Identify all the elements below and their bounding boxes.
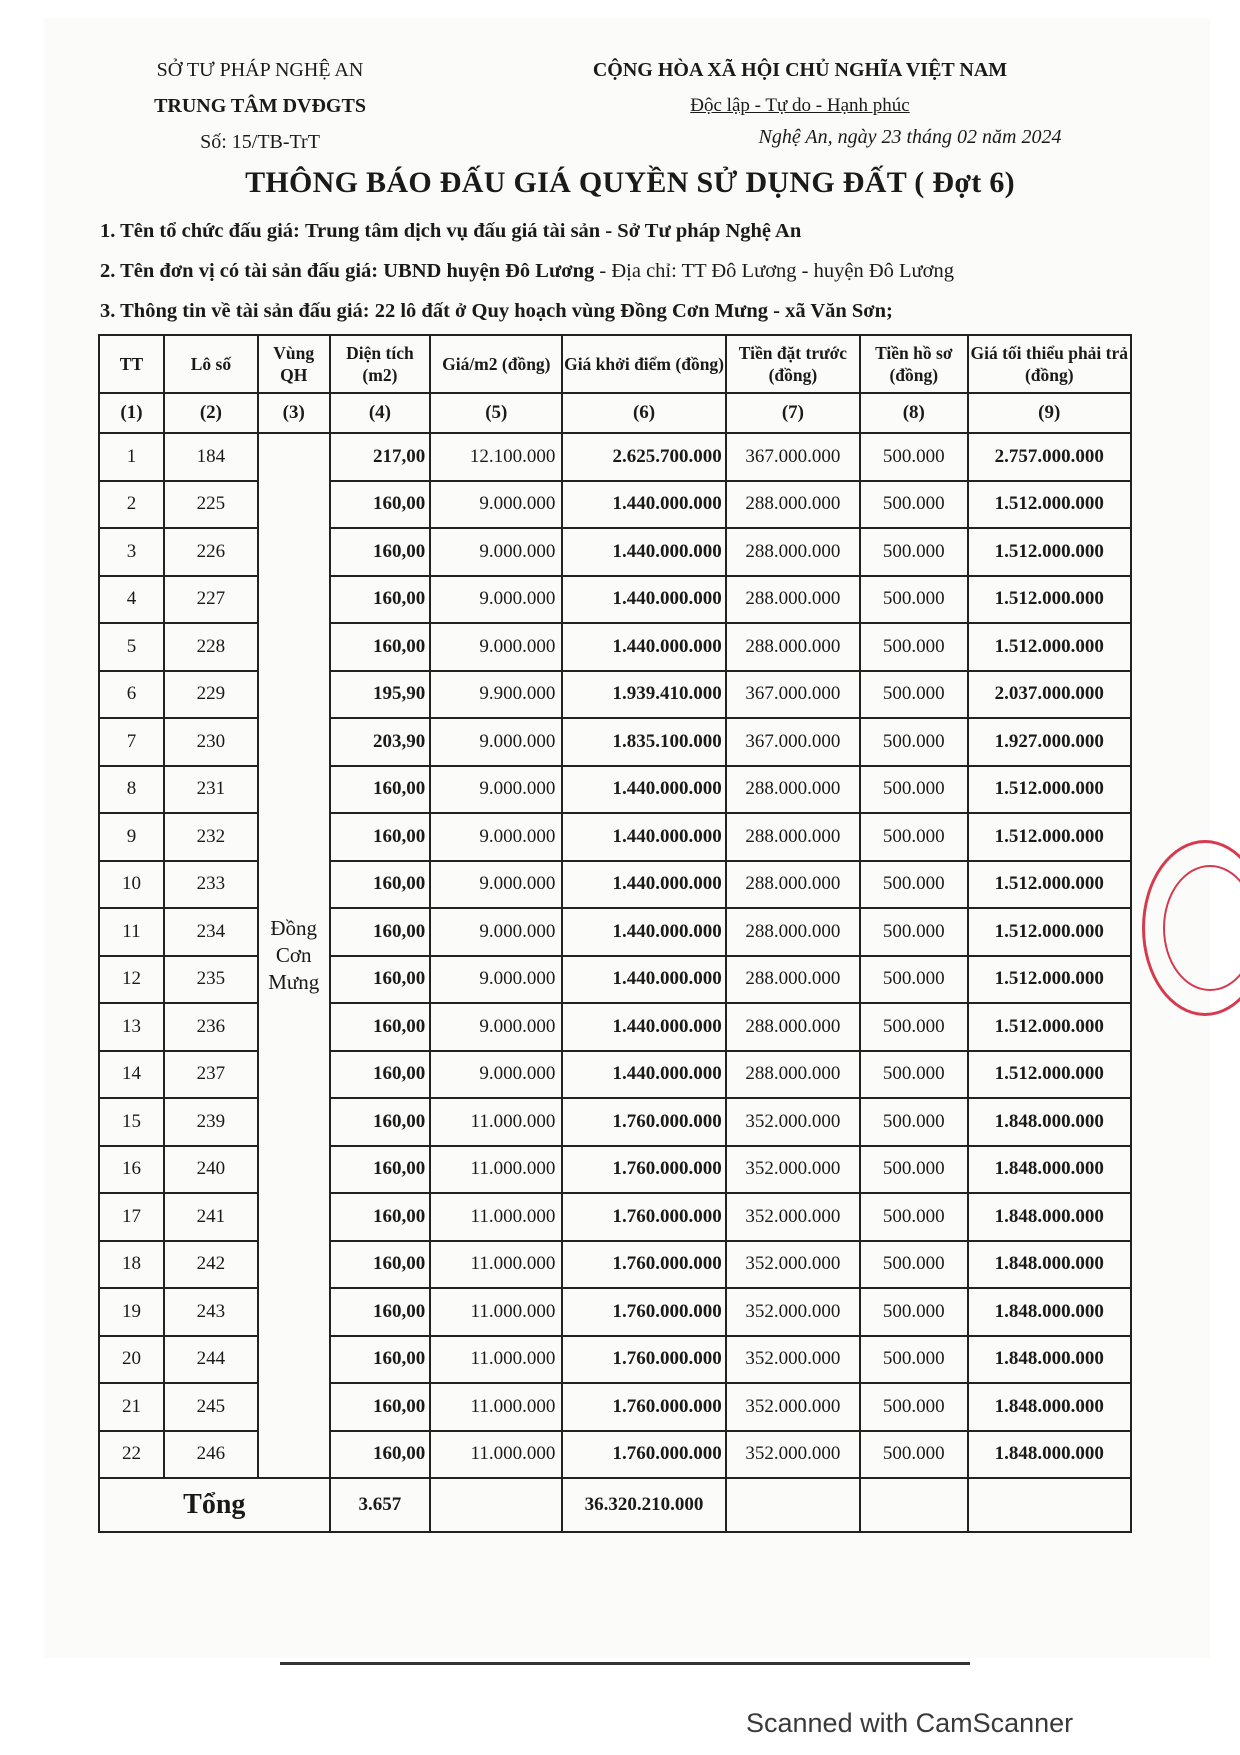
- lot-number: 240: [164, 1146, 258, 1194]
- col-header: Giá khởi điểm (đồng): [562, 335, 725, 393]
- min-price-cell: 1.512.000.000: [968, 623, 1131, 671]
- info-asset-text: 3. Thông tin về tài sản đấu giá: 22 lô đất ở Quy hoạch vùng Đồng Cơn Mưng - xã Văn Sơn;: [100, 300, 893, 322]
- deposit-cell: 352.000.000: [726, 1288, 860, 1336]
- table-row: [99, 1146, 1131, 1194]
- table-row: [99, 481, 1131, 529]
- table-header-row: [99, 335, 1131, 393]
- table-row: [99, 1051, 1131, 1099]
- total-label: Tổng: [99, 1478, 330, 1532]
- column-index-row: [99, 393, 1131, 433]
- start-price-cell: 1.760.000.000: [562, 1193, 725, 1241]
- lot-number: 227: [164, 576, 258, 624]
- area-cell: 160,00: [330, 956, 431, 1004]
- table-row: [99, 1098, 1131, 1146]
- lot-number: 241: [164, 1193, 258, 1241]
- total-start-price: 36.320.210.000: [562, 1478, 725, 1532]
- table-row: [99, 956, 1131, 1004]
- area-cell: 160,00: [330, 576, 431, 624]
- fee-cell: 500.000: [860, 481, 967, 529]
- price-per-m2-cell: 9.900.000: [430, 671, 562, 719]
- fee-cell: 500.000: [860, 813, 967, 861]
- start-price-cell: 1.760.000.000: [562, 1288, 725, 1336]
- document-title: THÔNG BÁO ĐẤU GIÁ QUYỀN SỬ DỤNG ĐẤT ( Đợt 6): [245, 166, 1015, 199]
- deposit-cell: 288.000.000: [726, 813, 860, 861]
- info-line-organizer: [100, 220, 801, 243]
- min-price-cell: 1.848.000.000: [968, 1288, 1131, 1336]
- area-cell: 160,00: [330, 1288, 431, 1336]
- deposit-cell: 288.000.000: [726, 908, 860, 956]
- area-cell: 160,00: [330, 813, 431, 861]
- fee-cell: 500.000: [860, 861, 967, 909]
- table-row: [99, 1193, 1131, 1241]
- min-price-cell: 1.512.000.000: [968, 908, 1131, 956]
- start-price-cell: 1.835.100.000: [562, 718, 725, 766]
- lot-number: 246: [164, 1431, 258, 1479]
- fee-cell: 500.000: [860, 718, 967, 766]
- deposit-cell: 288.000.000: [726, 528, 860, 576]
- price-per-m2-cell: 12.100.000: [430, 433, 562, 481]
- price-per-m2-cell: 9.000.000: [430, 718, 562, 766]
- area-cell: 195,90: [330, 671, 431, 719]
- col-header: Lô số: [164, 335, 258, 393]
- col-index: (7): [726, 393, 860, 433]
- lot-number: 243: [164, 1288, 258, 1336]
- col-index: (2): [164, 393, 258, 433]
- area-cell: 160,00: [330, 1193, 431, 1241]
- price-per-m2-cell: 11.000.000: [430, 1146, 562, 1194]
- min-price-cell: 1.512.000.000: [968, 956, 1131, 1004]
- scanner-watermark: Scanned with CamScanner: [746, 1708, 1074, 1738]
- min-price-cell: 1.927.000.000: [968, 718, 1131, 766]
- deposit-cell: 352.000.000: [726, 1383, 860, 1431]
- area-cell: 160,00: [330, 623, 431, 671]
- area-cell: 160,00: [330, 1431, 431, 1479]
- price-per-m2-cell: 11.000.000: [430, 1241, 562, 1289]
- national-heading: [580, 52, 1020, 124]
- price-per-m2-cell: 9.000.000: [430, 481, 562, 529]
- col-header: Tiền đặt trước (đồng): [726, 335, 860, 393]
- issuer-block: [150, 52, 370, 160]
- auction-lots-table: [98, 334, 1132, 1533]
- fee-cell: 500.000: [860, 1193, 967, 1241]
- area-cell: 160,00: [330, 1241, 431, 1289]
- area-cell: 217,00: [330, 433, 431, 481]
- lot-number: 231: [164, 766, 258, 814]
- start-price-cell: 1.760.000.000: [562, 1383, 725, 1431]
- price-per-m2-cell: 9.000.000: [430, 813, 562, 861]
- info-value-address: - Địa chỉ: TT Đô Lương - huyện Đô Lương: [594, 260, 954, 282]
- info-value: UBND huyện Đô Lương: [383, 260, 595, 282]
- row-number: 21: [99, 1383, 164, 1431]
- table-row: [99, 1383, 1131, 1431]
- issuer-center: TRUNG TÂM DVĐGTS: [154, 95, 366, 117]
- info-label: 1. Tên tổ chức đấu giá:: [100, 220, 300, 242]
- fee-cell: 500.000: [860, 1098, 967, 1146]
- total-empty-cell: [968, 1478, 1131, 1532]
- start-price-cell: 1.440.000.000: [562, 1051, 725, 1099]
- start-price-cell: 1.440.000.000: [562, 908, 725, 956]
- price-per-m2-cell: 9.000.000: [430, 908, 562, 956]
- col-header: Tiền hồ sơ (đồng): [860, 335, 967, 393]
- deposit-cell: 288.000.000: [726, 861, 860, 909]
- deposit-cell: 352.000.000: [726, 1193, 860, 1241]
- lot-number: 236: [164, 1003, 258, 1051]
- document-number: Số: 15/TB-TrT: [200, 131, 320, 153]
- fee-cell: 500.000: [860, 766, 967, 814]
- row-number: 20: [99, 1336, 164, 1384]
- total-empty-cell: [726, 1478, 860, 1532]
- deposit-cell: 288.000.000: [726, 623, 860, 671]
- table-row: [99, 433, 1131, 481]
- area-cell: 160,00: [330, 908, 431, 956]
- lot-number: 232: [164, 813, 258, 861]
- start-price-cell: 1.760.000.000: [562, 1146, 725, 1194]
- min-price-cell: 1.512.000.000: [968, 528, 1131, 576]
- row-number: 17: [99, 1193, 164, 1241]
- fee-cell: 500.000: [860, 671, 967, 719]
- lot-number: 235: [164, 956, 258, 1004]
- area-cell: 160,00: [330, 1383, 431, 1431]
- min-price-cell: 1.512.000.000: [968, 576, 1131, 624]
- area-cell: 160,00: [330, 861, 431, 909]
- col-index: (6): [562, 393, 725, 433]
- fee-cell: 500.000: [860, 576, 967, 624]
- info-label: 2. Tên đơn vị có tài sản đấu giá:: [100, 260, 379, 282]
- col-index: (8): [860, 393, 967, 433]
- table-row: [99, 623, 1131, 671]
- row-number: 15: [99, 1098, 164, 1146]
- area-cell: 160,00: [330, 1098, 431, 1146]
- price-per-m2-cell: 9.000.000: [430, 528, 562, 576]
- table-row: [99, 766, 1131, 814]
- lot-number: 225: [164, 481, 258, 529]
- deposit-cell: 352.000.000: [726, 1336, 860, 1384]
- row-number: 8: [99, 766, 164, 814]
- info-line-asset: [100, 300, 893, 323]
- col-index: (4): [330, 393, 431, 433]
- col-header: TT: [99, 335, 164, 393]
- info-line-owner: [100, 260, 954, 283]
- table-row: [99, 528, 1131, 576]
- table-row: [99, 1003, 1131, 1051]
- row-number: 2: [99, 481, 164, 529]
- fee-cell: 500.000: [860, 1336, 967, 1384]
- deposit-cell: 352.000.000: [726, 1146, 860, 1194]
- lot-number: 245: [164, 1383, 258, 1431]
- lot-number: 226: [164, 528, 258, 576]
- min-price-cell: 2.037.000.000: [968, 671, 1131, 719]
- table-row: [99, 671, 1131, 719]
- area-cell: 160,00: [330, 766, 431, 814]
- row-number: 6: [99, 671, 164, 719]
- row-number: 5: [99, 623, 164, 671]
- lot-number: 184: [164, 433, 258, 481]
- row-number: 9: [99, 813, 164, 861]
- deposit-cell: 288.000.000: [726, 481, 860, 529]
- total-area: 3.657: [330, 1478, 431, 1532]
- price-per-m2-cell: 11.000.000: [430, 1288, 562, 1336]
- area-cell: 160,00: [330, 1051, 431, 1099]
- area-cell: 160,00: [330, 528, 431, 576]
- min-price-cell: 1.512.000.000: [968, 861, 1131, 909]
- row-number: 4: [99, 576, 164, 624]
- deposit-cell: 367.000.000: [726, 671, 860, 719]
- price-per-m2-cell: 9.000.000: [430, 623, 562, 671]
- start-price-cell: 1.939.410.000: [562, 671, 725, 719]
- price-per-m2-cell: 9.000.000: [430, 1051, 562, 1099]
- issuer-department: SỞ TƯ PHÁP NGHỆ AN: [156, 59, 364, 81]
- deposit-cell: 352.000.000: [726, 1431, 860, 1479]
- lot-number: 244: [164, 1336, 258, 1384]
- start-price-cell: 1.440.000.000: [562, 1003, 725, 1051]
- start-price-cell: 1.440.000.000: [562, 623, 725, 671]
- table-row: [99, 908, 1131, 956]
- start-price-cell: 1.440.000.000: [562, 766, 725, 814]
- col-index: (5): [430, 393, 562, 433]
- area-cell: 160,00: [330, 1003, 431, 1051]
- deposit-cell: 288.000.000: [726, 576, 860, 624]
- fee-cell: 500.000: [860, 1288, 967, 1336]
- price-per-m2-cell: 9.000.000: [430, 1003, 562, 1051]
- min-price-cell: 1.512.000.000: [968, 1051, 1131, 1099]
- table-body: [99, 433, 1131, 1478]
- document-date: Nghệ An, ngày 23 tháng 02 năm 2024: [758, 126, 1062, 148]
- price-per-m2-cell: 9.000.000: [430, 576, 562, 624]
- col-header: Diện tích (m2): [330, 335, 431, 393]
- start-price-cell: 1.440.000.000: [562, 576, 725, 624]
- lot-number: 239: [164, 1098, 258, 1146]
- row-number: 18: [99, 1241, 164, 1289]
- lot-number: 237: [164, 1051, 258, 1099]
- fee-cell: 500.000: [860, 1051, 967, 1099]
- deposit-cell: 288.000.000: [726, 1051, 860, 1099]
- deposit-cell: 288.000.000: [726, 1003, 860, 1051]
- start-price-cell: 1.440.000.000: [562, 956, 725, 1004]
- price-per-m2-cell: 11.000.000: [430, 1193, 562, 1241]
- row-number: 19: [99, 1288, 164, 1336]
- min-price-cell: 1.512.000.000: [968, 1003, 1131, 1051]
- start-price-cell: 1.760.000.000: [562, 1431, 725, 1479]
- col-index: (1): [99, 393, 164, 433]
- start-price-cell: 2.625.700.000: [562, 433, 725, 481]
- min-price-cell: 1.848.000.000: [968, 1336, 1131, 1384]
- deposit-cell: 352.000.000: [726, 1241, 860, 1289]
- table-row: [99, 1431, 1131, 1479]
- row-number: 7: [99, 718, 164, 766]
- min-price-cell: 1.848.000.000: [968, 1241, 1131, 1289]
- start-price-cell: 1.440.000.000: [562, 528, 725, 576]
- row-number: 12: [99, 956, 164, 1004]
- min-price-cell: 1.848.000.000: [968, 1193, 1131, 1241]
- fee-cell: 500.000: [860, 1146, 967, 1194]
- fee-cell: 500.000: [860, 1383, 967, 1431]
- price-per-m2-cell: 9.000.000: [430, 861, 562, 909]
- col-header: Vùng QH: [258, 335, 330, 393]
- price-per-m2-cell: 11.000.000: [430, 1336, 562, 1384]
- fee-cell: 500.000: [860, 1431, 967, 1479]
- col-index: (9): [968, 393, 1131, 433]
- lot-number: 233: [164, 861, 258, 909]
- row-number: 22: [99, 1431, 164, 1479]
- lot-number: 229: [164, 671, 258, 719]
- col-header: Giá tối thiểu phải trả (đồng): [968, 335, 1131, 393]
- min-price-cell: 1.848.000.000: [968, 1098, 1131, 1146]
- row-number: 14: [99, 1051, 164, 1099]
- zone-cell: Đồng Cơn Mưng: [258, 433, 330, 1478]
- total-row: [99, 1478, 1131, 1532]
- row-number: 13: [99, 1003, 164, 1051]
- deposit-cell: 367.000.000: [726, 433, 860, 481]
- start-price-cell: 1.440.000.000: [562, 813, 725, 861]
- bottom-rule: [280, 1662, 970, 1665]
- col-index: (3): [258, 393, 330, 433]
- total-empty-cell: [430, 1478, 562, 1532]
- deposit-cell: 288.000.000: [726, 766, 860, 814]
- national-motto: Độc lập - Tự do - Hạnh phúc: [690, 95, 910, 116]
- area-cell: 160,00: [330, 1146, 431, 1194]
- fee-cell: 500.000: [860, 433, 967, 481]
- start-price-cell: 1.760.000.000: [562, 1241, 725, 1289]
- lot-number: 242: [164, 1241, 258, 1289]
- table-row: [99, 576, 1131, 624]
- info-value: Trung tâm dịch vụ đấu giá tài sản - Sở Tư pháp Nghệ An: [304, 220, 802, 242]
- table-row: [99, 1288, 1131, 1336]
- fee-cell: 500.000: [860, 623, 967, 671]
- table-row: [99, 1241, 1131, 1289]
- lot-number: 230: [164, 718, 258, 766]
- table-row: [99, 718, 1131, 766]
- area-cell: 203,90: [330, 718, 431, 766]
- area-cell: 160,00: [330, 1336, 431, 1384]
- row-number: 10: [99, 861, 164, 909]
- fee-cell: 500.000: [860, 528, 967, 576]
- nation-name: CỘNG HÒA XÃ HỘI CHỦ NGHĨA VIỆT NAM: [592, 59, 1008, 81]
- table-row: [99, 813, 1131, 861]
- price-per-m2-cell: 11.000.000: [430, 1431, 562, 1479]
- min-price-cell: 1.512.000.000: [968, 813, 1131, 861]
- start-price-cell: 1.760.000.000: [562, 1336, 725, 1384]
- min-price-cell: 1.848.000.000: [968, 1431, 1131, 1479]
- fee-cell: 500.000: [860, 1003, 967, 1051]
- table-row: [99, 861, 1131, 909]
- price-per-m2-cell: 11.000.000: [430, 1383, 562, 1431]
- price-per-m2-cell: 9.000.000: [430, 956, 562, 1004]
- fee-cell: 500.000: [860, 956, 967, 1004]
- row-number: 3: [99, 528, 164, 576]
- deposit-cell: 352.000.000: [726, 1098, 860, 1146]
- start-price-cell: 1.440.000.000: [562, 481, 725, 529]
- min-price-cell: 2.757.000.000: [968, 433, 1131, 481]
- area-cell: 160,00: [330, 481, 431, 529]
- price-per-m2-cell: 9.000.000: [430, 766, 562, 814]
- min-price-cell: 1.512.000.000: [968, 481, 1131, 529]
- start-price-cell: 1.760.000.000: [562, 1098, 725, 1146]
- row-number: 16: [99, 1146, 164, 1194]
- deposit-cell: 367.000.000: [726, 718, 860, 766]
- deposit-cell: 288.000.000: [726, 956, 860, 1004]
- col-header: Giá/m2 (đồng): [430, 335, 562, 393]
- fee-cell: 500.000: [860, 908, 967, 956]
- min-price-cell: 1.512.000.000: [968, 766, 1131, 814]
- start-price-cell: 1.440.000.000: [562, 861, 725, 909]
- row-number: 11: [99, 908, 164, 956]
- table-row: [99, 1336, 1131, 1384]
- lot-number: 228: [164, 623, 258, 671]
- min-price-cell: 1.848.000.000: [968, 1383, 1131, 1431]
- row-number: 1: [99, 433, 164, 481]
- fee-cell: 500.000: [860, 1241, 967, 1289]
- lot-number: 234: [164, 908, 258, 956]
- price-per-m2-cell: 11.000.000: [430, 1098, 562, 1146]
- total-empty-cell: [860, 1478, 967, 1532]
- min-price-cell: 1.848.000.000: [968, 1146, 1131, 1194]
- red-seal-inner-ring: [1163, 865, 1240, 991]
